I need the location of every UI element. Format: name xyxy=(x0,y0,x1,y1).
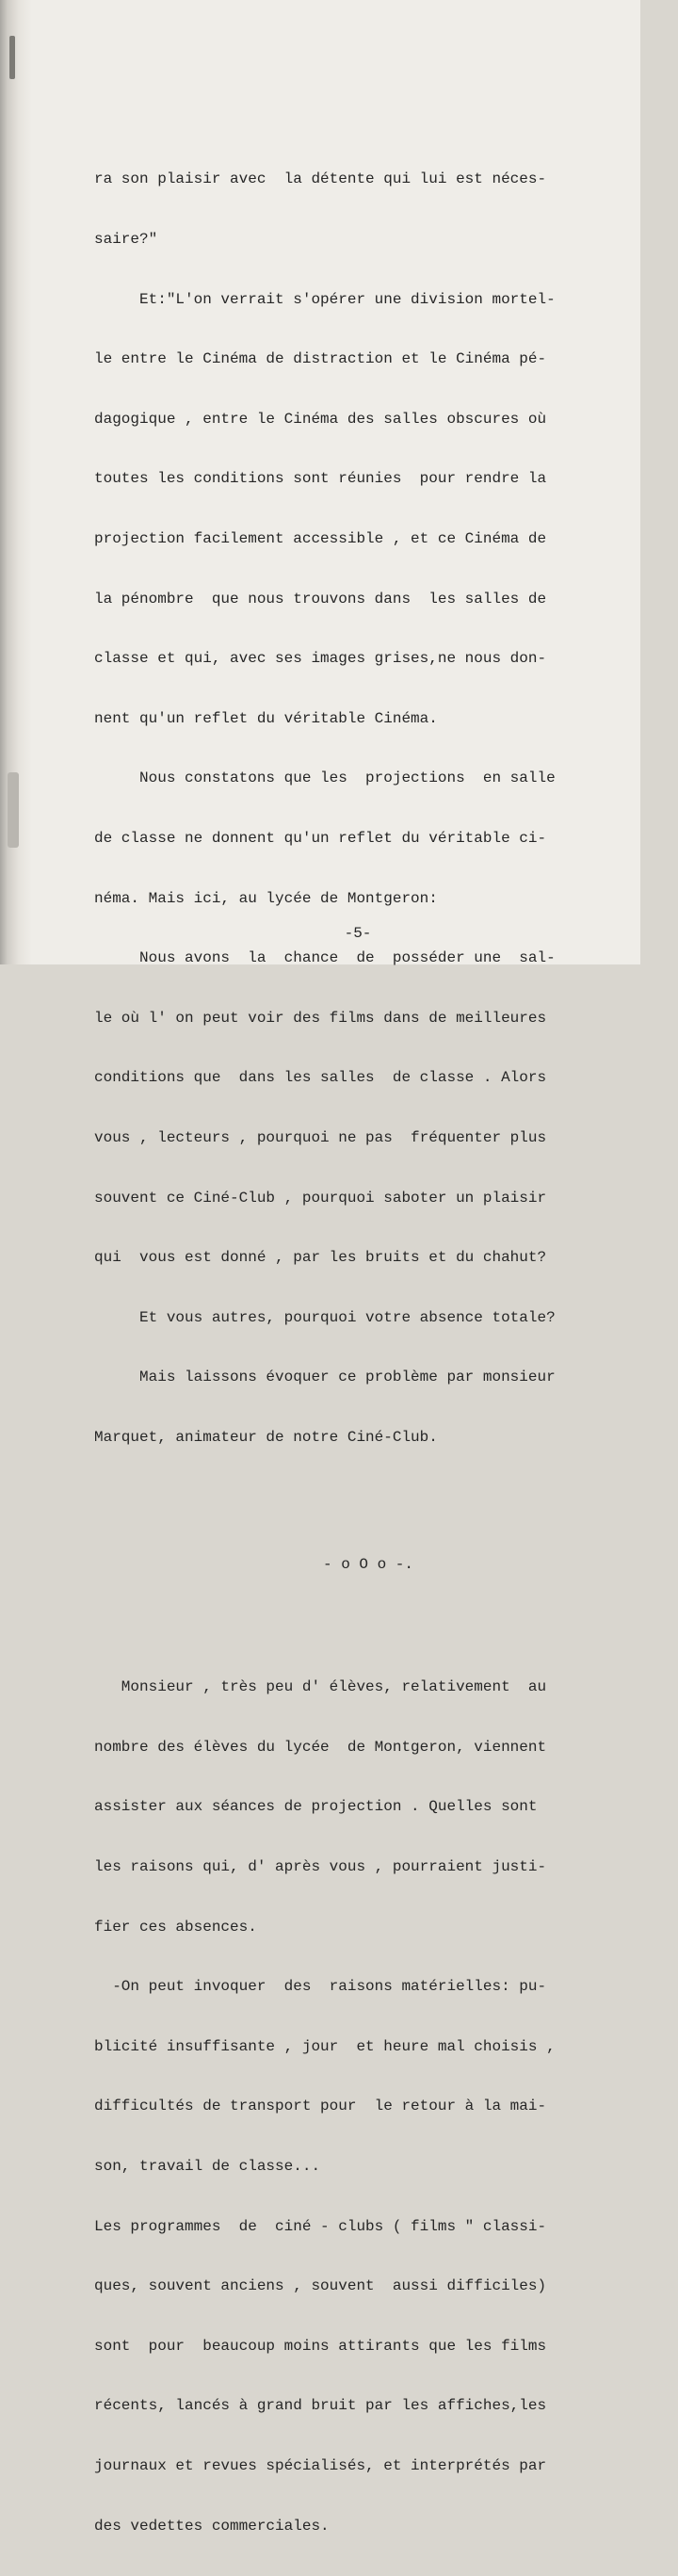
text-line: les raisons qui, d' après vous , pourraient justi- xyxy=(94,1858,547,1876)
text-line: saire?" xyxy=(94,231,158,248)
spacer xyxy=(94,1508,586,1515)
text-line: sont pour beaucoup moins attirants que les films xyxy=(94,2337,547,2355)
text-line: projection facilement accessible , et ce Cinéma de xyxy=(94,529,547,547)
text-line: toutes les conditions sont réunies pour rendre la xyxy=(94,470,547,488)
text-line: le où l' on peut voir des films dans de meilleures xyxy=(94,1009,547,1027)
text-line: Les programmes de ciné - clubs ( films " classi- xyxy=(94,2217,547,2235)
text-line: souvent ce Ciné-Club , pourquoi saboter un plaisir xyxy=(94,1189,547,1207)
text-line: Nous constatons que les projections en salle xyxy=(94,770,556,787)
text-line: ques, souvent anciens , souvent aussi difficiles) xyxy=(94,2277,547,2295)
spacer xyxy=(94,1615,586,1618)
text-line: de classe ne donnent qu'un reflet du véritable ci- xyxy=(94,829,547,847)
text-line: difficultés de transport pour le retour à la mai- xyxy=(94,2098,547,2115)
text-line: qui vous est donné , par les bruits et du chahut? xyxy=(94,1249,547,1267)
text-line: journaux et revues spécialisés, et interprétés par xyxy=(94,2457,547,2474)
text-line: dagogique , entre le Cinéma des salles obscures où xyxy=(94,410,547,428)
page-number: -5- xyxy=(344,925,372,942)
text-line: des vedettes commerciales. xyxy=(94,2517,330,2535)
text-line: son, travail de classe... xyxy=(94,2158,321,2176)
text-line: néma. Mais ici, au lycée de Montgeron: xyxy=(94,889,438,907)
section-separator: - o O o -. xyxy=(322,1556,413,1574)
text-line: nombre des élèves du lycée de Montgeron, viennent xyxy=(94,1738,547,1756)
text-line: Monsieur , très peu d' élèves, relativement au xyxy=(94,1678,547,1696)
text-line: le entre le Cinéma de distraction et le Cinéma pé- xyxy=(94,350,547,368)
text-line: Nous avons la chance de posséder une sal- xyxy=(94,949,556,967)
text-line: fier ces absences. xyxy=(94,1918,257,1936)
bleed-through-smudge xyxy=(38,8,612,45)
torn-binding-mark xyxy=(8,772,19,848)
staple-mark xyxy=(9,36,15,79)
text-line: nent qu'un reflet du véritable Cinéma. xyxy=(94,709,438,727)
text-line: Et:"L'on verrait s'opérer une division mortel- xyxy=(94,290,556,308)
text-line: classe et qui, avec ses images grises,ne nous don- xyxy=(94,650,547,668)
text-line: -On peut invoquer des raisons matérielles: pu- xyxy=(94,1978,547,1996)
text-line: Et vous autres, pourquoi votre absence totale? xyxy=(94,1308,556,1326)
text-line: vous , lecteurs , pourquoi ne pas fréquenter plus xyxy=(94,1128,547,1146)
text-line: ra son plaisir avec la détente qui lui est néces- xyxy=(94,170,547,188)
text-line: Mais laissons évoquer ce problème par monsieur xyxy=(94,1369,556,1386)
text-line: blicité insuffisante , jour et heure mal choisis , xyxy=(94,2037,556,2055)
text-line: récents, lancés à grand bruit par les affiches,les xyxy=(94,2397,547,2415)
text-line: assister aux séances de projection . Quelles sont xyxy=(94,1798,538,1816)
text-line: Marquet, animateur de notre Ciné-Club. xyxy=(94,1428,438,1446)
text-line: la pénombre que nous trouvons dans les salles de xyxy=(94,590,547,608)
text-line: conditions que dans les salles de classe . Alors xyxy=(94,1069,547,1087)
body-text xyxy=(94,130,586,2576)
